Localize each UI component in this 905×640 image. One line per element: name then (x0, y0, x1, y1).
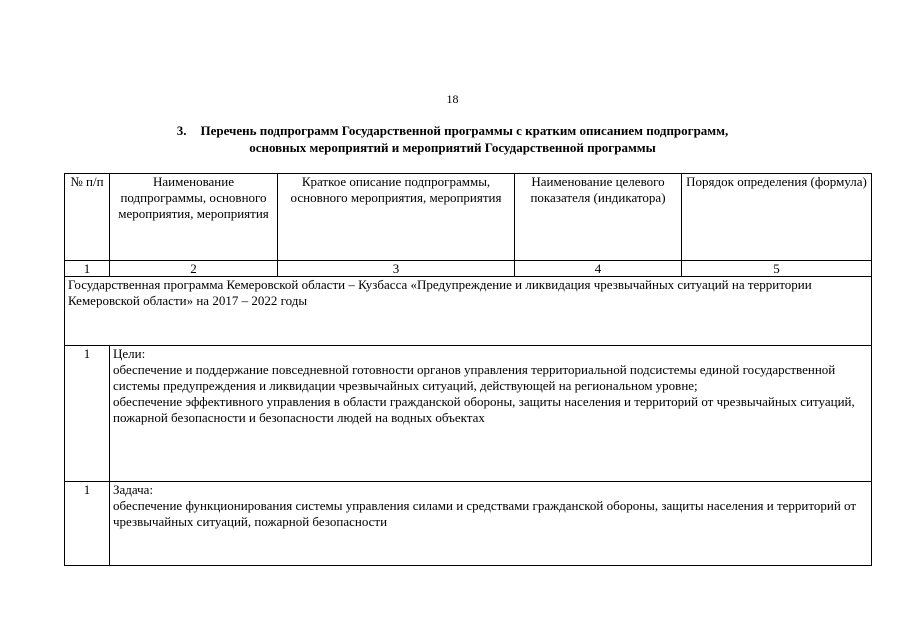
task-row (65, 482, 872, 566)
column-number: 2 (110, 261, 278, 277)
goals-cell (110, 346, 872, 482)
goal-item: обеспечение эффективного управления в области гражданской обороны, защиты населения и территорий от чрезвычайных ситуаций, пожарной безопасности и безопасности людей на водных объектах (113, 394, 855, 425)
header-cell-description: Краткое описание подпрограммы, основного мероприятия, мероприятия (278, 174, 515, 261)
header-cell-name: Наименование подпрограммы, основного мероприятия, мероприятия (110, 174, 278, 261)
goals-row (65, 346, 872, 482)
task-index: 1 (65, 482, 110, 566)
header-cell-indicator: Наименование целевого показателя (индикатора) (515, 174, 682, 261)
task-heading: Задача: (113, 482, 154, 497)
program-title-cell: Государственная программа Кемеровской области – Кузбасса «Предупреждение и ликвидация чрезвычайных ситуаций на территории Кемеровской области» на 2017 – 2022 годы (65, 277, 872, 346)
page-number: 18 (446, 92, 459, 106)
section-number: 3. (176, 123, 187, 138)
goal-item: обеспечение и поддержание повседневной готовности органов управления территориальной подсистемы единой государственной системы предупреждения и ликвидации чрезвычайных ситуаций, действующей на региональном уровне; (113, 362, 836, 393)
header-cell-formula: Порядок определения (формула) (682, 174, 872, 261)
column-number: 3 (278, 261, 515, 277)
column-number: 1 (65, 261, 110, 277)
subprograms-table (64, 173, 872, 566)
column-number: 5 (682, 261, 872, 277)
section-title-text-1: Перечень подпрограмм Государственной программы с кратким описанием подпрограмм, (200, 123, 729, 138)
goals-heading: Цели: (113, 346, 146, 361)
section-title (100, 122, 805, 156)
task-item: обеспечение функционирования системы управления силами и средствами гражданской обороны, защиты населения и территорий от чрезвычайных ситуаций, пожарной безопасности (113, 498, 857, 529)
table-header-row (65, 174, 872, 261)
column-number: 4 (515, 261, 682, 277)
section-title-line-1 (100, 122, 805, 139)
column-number-row (65, 261, 872, 277)
task-cell (110, 482, 872, 566)
goals-index: 1 (65, 346, 110, 482)
header-cell-number: № п/п (65, 174, 110, 261)
program-row (65, 277, 872, 346)
section-title-line-2: основных мероприятий и мероприятий Государственной программы (249, 140, 656, 155)
